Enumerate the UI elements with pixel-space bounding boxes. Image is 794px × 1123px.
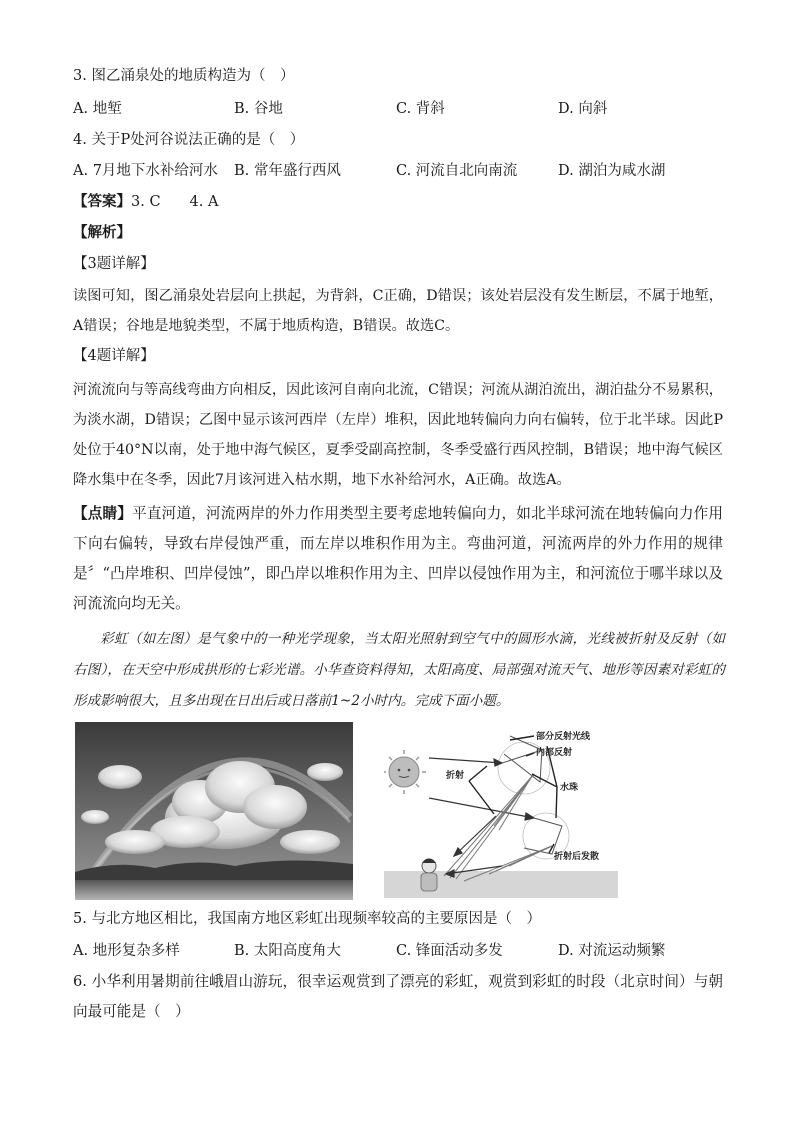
detail3-heading <box>73 254 155 274</box>
note-text: 平直河道，河流两岸的外力作用类型主要考虑地转偏向力，如北半球河流在地转偏向力作用下向右偏转，导致右岸侵蚀严重，而左岸以堆积作用为主。弯曲河道，河流两岸的外力作用的规律是〞“凸岸堆积、凹岸侵蚀”，即凸岸以堆积作用为主、凹岸以侵蚀作用为主，和河流位于哪半球以及河流流向均无关。 <box>73 505 723 612</box>
analysis-heading <box>73 223 131 243</box>
detail4-bracket-open: 【 <box>73 348 88 364</box>
label-dispersion: 折射后发散 <box>554 851 600 861</box>
rainbow-photo-image <box>75 722 353 900</box>
q4-option-a: A. 7月地下水补给河水 <box>73 163 218 179</box>
note-bracket-close: 】 <box>117 505 133 522</box>
q3-option-d: D. 向斜 <box>558 101 608 117</box>
detail3-bracket-close: 】 <box>140 256 155 272</box>
detail3-text: 读图可知，图乙涌泉处岩层向上拱起，为背斜，C正确，D错误；该处岩层没有发生断层，不属于地堑，A错误；谷地是地貌类型，不属于地质构造，B错误。故选C。 <box>73 288 723 334</box>
rainbow-photo <box>75 722 353 900</box>
optics-diagram-svg <box>384 726 618 898</box>
q6-stem: 6. 小华利用暑期前往峨眉山游玩，很幸运观赏到了漂亮的彩虹，观赏到彩虹的时段（北京时间）与朝向最可能是（ ） <box>73 973 723 1020</box>
analysis-label: 解析 <box>87 224 117 241</box>
observer-icon <box>421 859 437 892</box>
analysis-bracket-open: 【 <box>73 224 88 241</box>
q5-option-a: A. 地形复杂多样 <box>73 943 180 959</box>
label-partial-reflect: 部分反射光线 <box>536 731 591 741</box>
analysis-bracket-close: 】 <box>116 224 131 241</box>
detail3-label: 3题详解 <box>87 256 141 272</box>
answer-line <box>73 192 218 212</box>
q3-option-c: C. 背斜 <box>396 101 445 117</box>
answer-bracket-close: 】 <box>116 193 131 210</box>
q4-option-d: D. 湖泊为咸水湖 <box>558 163 666 179</box>
q3-option-a: A. 地堑 <box>73 101 122 117</box>
q5-option-c: C. 锋面活动多发 <box>396 943 503 959</box>
detail4-heading <box>73 346 155 366</box>
label-inner-reflect: 内部反射 <box>536 747 573 757</box>
label-droplet: 水珠 <box>560 782 579 792</box>
detail4-bracket-close: 】 <box>140 348 155 364</box>
q5-stem: 5. 与北方地区相比，我国南方地区彩虹出现频率较高的主要原因是（ ） <box>73 911 541 927</box>
detail4-text: 河流流向与等高线弯曲方向相反，因此该河自南向北流，C错误；河流从湖泊流出，湖泊盐分不易累积，为淡水湖，D错误；乙图中显示该河西岸（左岸）堆积，因此地转偏向力向右偏转，位于北半球。因此P处位于40°N以南，处于地中海气候区，夏季受副高控制，冬季受盛行西风控制，B错误；地中海气候区降水集中在冬季，因此7月该河进入枯水期，地下水补给河水，A正确。故选A。 <box>73 382 723 488</box>
q4-option-b: B. 常年盛行西风 <box>234 163 341 179</box>
rainbow-optics-diagram <box>384 726 618 898</box>
answer-label: 答案 <box>87 193 117 210</box>
label-refraction: 折射 <box>446 770 465 780</box>
material-text: 彩虹（如左图）是气象中的一种光学现象，当太阳光照射到空气中的圆形水滴，光线被折射及反射（如右图），在天空中形成拱形的七彩光谱。小华查资料得知，太阳高度、局部强对流天气、地形等因素对彩虹的形成影响很大，且多出现在日出后或日落前1~2小时内。完成下面小题。 <box>73 631 725 709</box>
answer-text: 3. C 4. A <box>131 194 219 210</box>
q5-option-d: D. 对流运动频繁 <box>558 943 666 959</box>
detail4-label: 4题详解 <box>87 348 141 364</box>
note-bracket-open: 【 <box>73 505 88 522</box>
q3-option-b: B. 谷地 <box>234 101 283 117</box>
q4-stem: 4. 关于P处河谷说法正确的是（ ） <box>73 132 305 148</box>
q4-option-c: C. 河流自北向南流 <box>396 163 518 179</box>
q3-stem: 3. 图乙涌泉处的地质构造为（ ） <box>73 68 295 84</box>
answer-bracket-open: 【 <box>73 193 88 210</box>
detail3-bracket-open: 【 <box>73 256 88 272</box>
note-label: 点睛 <box>87 505 118 522</box>
q5-option-b: B. 太阳高度角大 <box>234 943 341 959</box>
note-paragraph <box>73 499 723 619</box>
